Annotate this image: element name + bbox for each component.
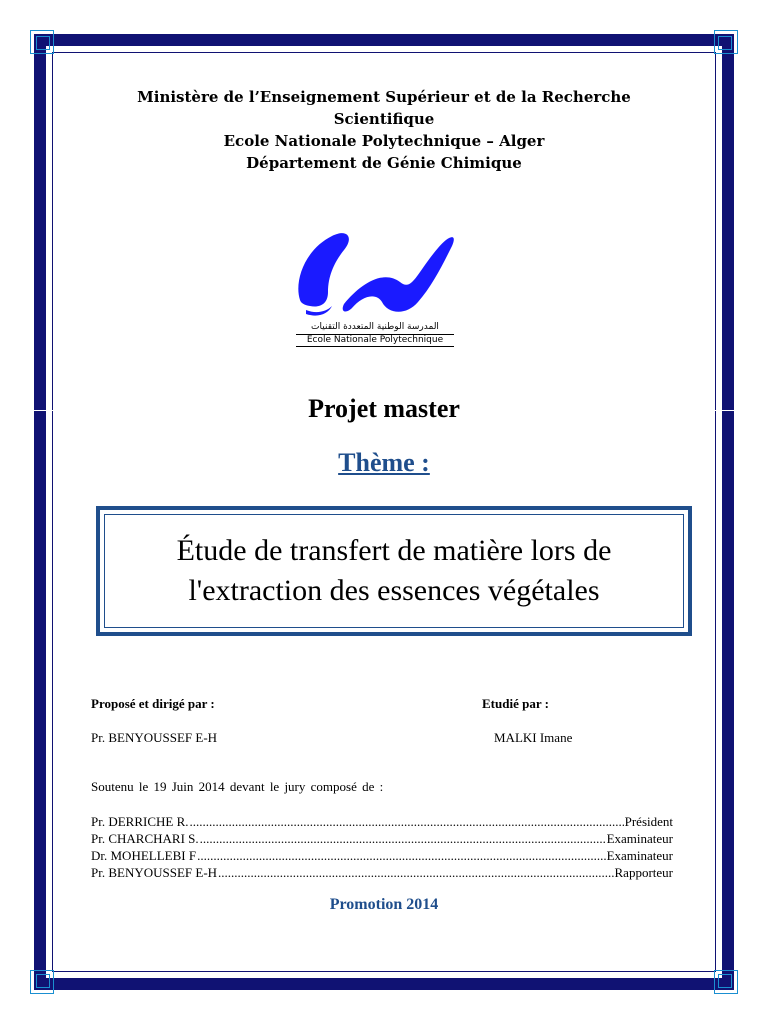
defense-statement: Soutenu le 19 Juin 2014 devant le jury composé de : [91,779,384,794]
header-line: Scientifique [333,110,435,128]
project-type-heading: Projet master [308,394,460,423]
theme-label: Thème : [338,448,430,477]
jury-member-role: Examinateur [606,848,673,863]
thesis-title-box [96,506,692,636]
theme-heading [80,448,688,478]
jury-member-name: Pr. DERRICHE R. [91,814,189,829]
corner-ornament-bottom-right [708,964,738,994]
header-line: Département de Génie Chimique [246,154,522,172]
institution-header [80,86,688,174]
corner-ornament-bottom-left [30,964,60,994]
thesis-title-line: Étude de transfert de matière lors de [176,534,612,567]
header-line: Ecole Nationale Polytechnique – Alger [223,132,545,150]
logo-school-text: Ecole Nationale Polytechnique [296,334,454,347]
leader-dots [200,830,606,847]
leader-dots [190,813,624,830]
corner-ornament-top-right [708,30,738,60]
jury-member-name: Dr. MOHELLEBI F [91,848,197,863]
student-name: MALKI Imane [494,730,573,745]
jury-row [91,864,673,881]
leader-dots [197,847,605,864]
jury-list [91,813,673,881]
jury-row [91,830,673,847]
supervisor-name: Pr. BENYOUSSEF E-H [91,730,218,745]
jury-member-role: Examinateur [606,831,673,846]
header-line: Ministère de l’Enseignement Supérieur et de la Recherche [137,88,631,106]
jury-member-role: Rapporteur [614,865,673,880]
thesis-title-line: l'extraction des essences végétales [188,574,600,607]
student-label: Etudié par : [482,696,549,711]
border-mid-tick-left [32,410,62,411]
logo-arabic-text: المدرسة الوطنية المتعددة التقنيات [311,322,439,332]
jury-member-role: Président [624,814,673,829]
corner-ornament-top-left [30,30,60,60]
jury-row [91,847,673,864]
thesis-title [104,514,684,628]
leader-dots [218,864,613,881]
supervisor-label: Proposé et dirigé par : [91,696,215,711]
jury-member-name: Pr. CHARCHARI S. [91,831,199,846]
jury-member-name: Pr. BENYOUSSEF E-H [91,865,218,880]
promotion-year: Promotion 2014 [329,896,439,913]
border-mid-tick-right [706,410,736,411]
jury-row [91,813,673,830]
school-logo [292,222,462,350]
